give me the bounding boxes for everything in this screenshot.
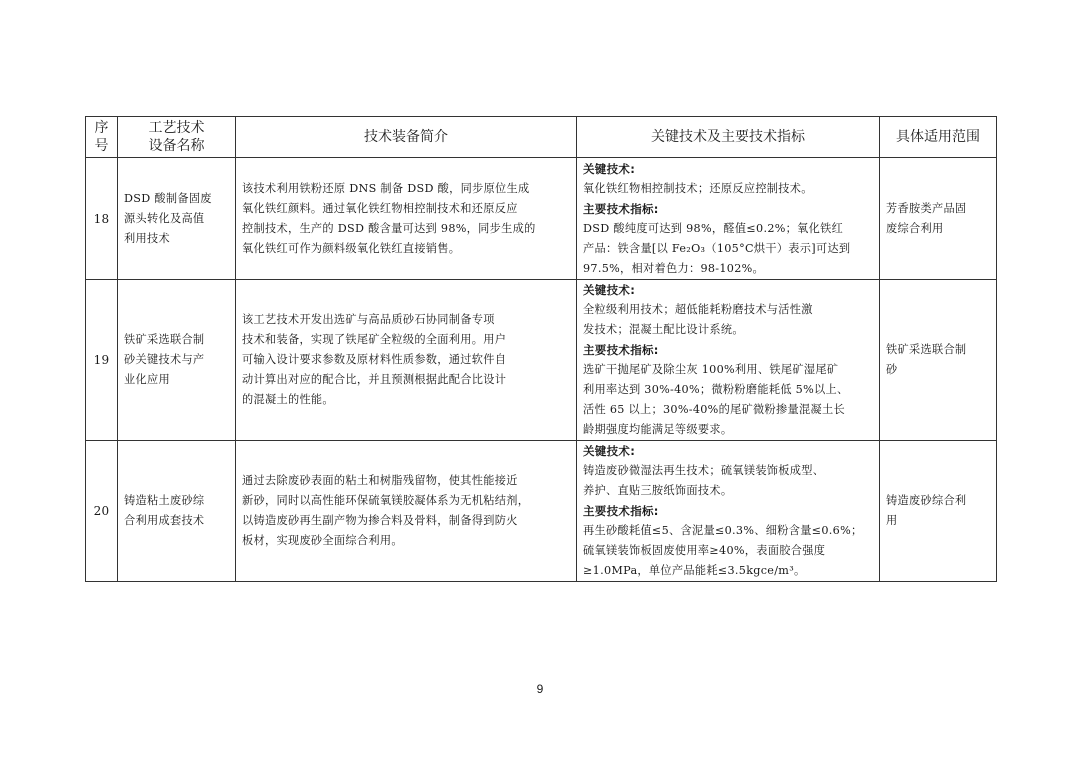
introduction-text: 通过去除废砂表面的粘土和树脂残留物，使其性能接近 新砂，同时以高性能环保硫氧镁胶凝体系为无机粘结剂， 以铸造废砂再生副产物为掺合料及骨料，制备得到防火 板材，实现废砂全面综合利用。 bbox=[236, 441, 577, 582]
header-key-technology: 关键技术及主要技术指标 bbox=[577, 117, 880, 158]
process-name: 铁矿采选联合制 砂关键技术与产 业化应用 bbox=[118, 280, 236, 441]
introduction-text: 该工艺技术开发出选矿与高品质砂石协同制备专项 技术和装备，实现了铁尾矿全粒级的全面利用。用户 可输入设计要求参数及原材料性质参数，通过软件自 动计算出对应的配合比，并且预测根据此配合比设计 的混凝土的性能。 bbox=[236, 280, 577, 441]
introduction-text: 该技术利用铁粉还原 DNS 制备 DSD 酸，同步原位生成 氧化铁红颜料。通过氧化铁红物相控制技术和还原反应 控制技术，生产的 DSD 酸含量可达到 98%，同步生成的 氧化铁红可作为颜料级氧化铁红直接销售。 bbox=[236, 158, 577, 280]
header-serial-number: 序 号 bbox=[86, 117, 118, 158]
indicator-heading: 主要技术指标: bbox=[583, 201, 659, 216]
key-tech-heading: 关键技术: bbox=[583, 161, 636, 176]
row-number: 19 bbox=[86, 280, 118, 441]
header-introduction: 技术装备简介 bbox=[236, 117, 577, 158]
key-technology-text: 关键技术: 全粒级利用技术；超低能耗粉磨技术与活性激 发技术；混凝土配比设计系统。 主要技术指标: 选矿干抛尾矿及除尘灰 100%利用、铁尾矿湿尾矿 利用率达到 30%-40%；微粉粉磨能耗低 5%以上、 活性 65 以上；30%-40%的尾矿微粉掺量混凝土长 龄期强度均能满足等级要求。 bbox=[577, 280, 880, 441]
indicator-heading: 主要技术指标: bbox=[583, 504, 659, 518]
table-row bbox=[86, 441, 997, 582]
table-header-row bbox=[86, 117, 997, 158]
key-technology-text: 关键技术: 铸造废砂微湿法再生技术；硫氧镁装饰板成型、 养护、直贴三胺纸饰面技术。 主要技术指标: 再生砂酸耗值≤5、含泥量≤0.3%、细粉含量≤0.6%； 硫氧镁装饰板固废使用率≥40%，表面胶合强度 ≥1.0MPa，单位产品能耗≤3.5kgce/m³。 bbox=[577, 441, 880, 582]
technology-table bbox=[85, 116, 997, 582]
key-tech-heading: 关键技术: bbox=[583, 444, 636, 458]
process-name: DSD 酸制备固废 源头转化及高值 利用技术 bbox=[118, 158, 236, 280]
process-name: 铸造粘土废砂综 合利用成套技术 bbox=[118, 441, 236, 582]
scope-text: 铸造废砂综合利 用 bbox=[880, 441, 997, 582]
table-row bbox=[86, 280, 997, 441]
scope-text: 铁矿采选联合制 砂 bbox=[880, 280, 997, 441]
row-number: 20 bbox=[86, 441, 118, 582]
header-process-name: 工艺技术 设备名称 bbox=[118, 117, 236, 158]
header-scope: 具体适用范围 bbox=[880, 117, 997, 158]
key-tech-heading: 关键技术: bbox=[583, 283, 636, 297]
table-row bbox=[86, 158, 997, 280]
page-number: 9 bbox=[536, 682, 544, 696]
scope-text: 芳香胺类产品固 废综合利用 bbox=[880, 158, 997, 280]
row-number: 18 bbox=[86, 158, 118, 280]
indicator-heading: 主要技术指标: bbox=[583, 343, 659, 357]
key-technology-text: 关键技术: 氧化铁红物相控制技术；还原反应控制技术。 主要技术指标: DSD 酸纯度可达到 98%，醛值≤0.2%；氧化铁红 产品：铁含量[以 Fe₂O₃（105°C烘干）表示]可达到 97.5%，相对着色力：98-102%。 bbox=[577, 158, 880, 280]
